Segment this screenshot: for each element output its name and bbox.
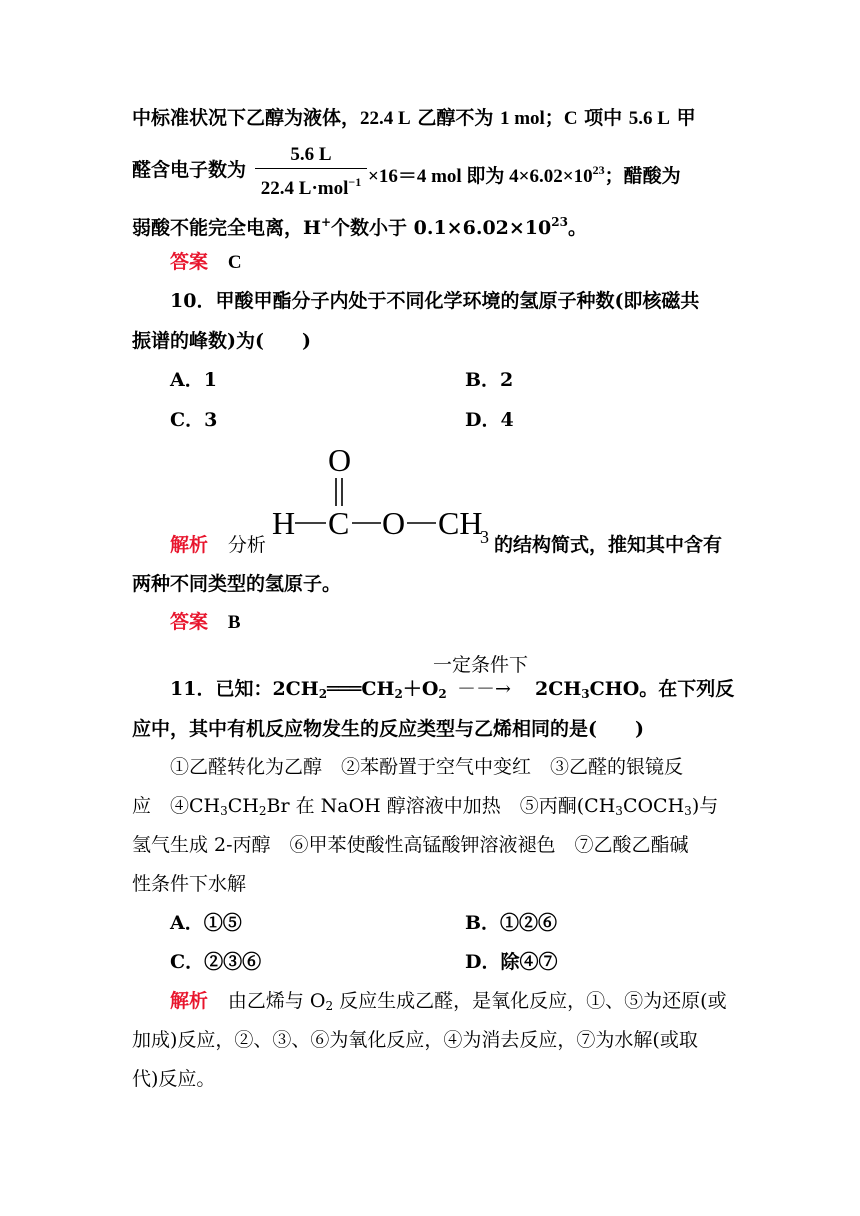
explanation-10-label-line: 解析 分析 [170, 534, 266, 556]
answer-label: 答案 [170, 251, 209, 273]
question-11-equation: 11．已知：$2CH_2═══CH_2+O_2$ [170, 678, 447, 701]
struct-sub-3: 3 [480, 527, 489, 547]
question-11-product: $2CH_3CHO$。在下列反 [535, 678, 735, 701]
question-10-stem-line-2: 振谱的峰数)为( ) [132, 330, 311, 352]
struct-ch: CH [438, 505, 483, 541]
struct-oxygen: O [382, 505, 406, 541]
answer-value: B [227, 612, 241, 633]
fraction-denominator: 22.4 L·mol$^{-1}$ [260, 175, 362, 199]
explanation-10-line-2: 两种不同类型的氢原子。 [132, 573, 342, 595]
option-a: A．①⑤ [170, 912, 242, 934]
answer-line-1 [170, 249, 242, 276]
struct-oxygen-top: O [328, 442, 352, 478]
struct-carbon: C [328, 505, 350, 541]
explanation-10-tail: 的结构简式，推知其中含有 [494, 534, 723, 556]
question-11-items-line-3: 氢气生成 2-丙醇 ⑥甲苯使酸性高锰酸钾溶液褪色 ⑦乙酸乙酯碱 [132, 834, 689, 856]
option-c: C．②③⑥ [170, 951, 262, 973]
explanation-label: 解析 [170, 990, 209, 1012]
fraction-numerator: 5.6 L [290, 144, 332, 165]
question-11-items-line-4: 性条件下水解 [132, 873, 247, 895]
reaction-condition: 一定条件下 [433, 654, 529, 676]
explanation-line-2-rest: ×16＝4 mol 即为 $4\times 6.02\times 10^{23}$；醋酸为 [368, 163, 681, 187]
answer-value: C [227, 252, 242, 273]
explanation-11-line-1: 解析 由乙烯与 $O_2$ 反应生成乙醛，是氧化反应，①、⑤为还原(或 [170, 990, 727, 1013]
option-a: A．1 [170, 369, 217, 391]
reaction-arrow: －－→ [457, 678, 511, 700]
fraction-bar [255, 168, 367, 169]
question-11-items-line-1: ①乙醛转化为乙醇 ②苯酚置于空气中变红 ③乙醛的银镜反 [170, 756, 684, 778]
fraction [255, 144, 367, 200]
explanation-label: 解析 [170, 534, 209, 556]
option-c: C．3 [170, 409, 218, 431]
methyl-formate-structure [268, 440, 493, 560]
explanation-11-line-2: 加成)反应，②、③、⑥为氧化反应，④为消去反应，⑦为水解(或取 [132, 1029, 698, 1051]
option-d: D．4 [465, 409, 514, 431]
question-10-stem-line-1: 10．甲酸甲酯分子内处于不同化学环境的氢原子种数(即核磁共 [170, 290, 700, 312]
struct-hydrogen: H [272, 505, 296, 541]
explanation-11-line-3: 代)反应。 [132, 1068, 216, 1090]
explanation-line-2-prefix: 醛含电子数为 [132, 159, 247, 181]
answer-label: 答案 [170, 611, 209, 633]
option-d: D．除④⑦ [465, 951, 558, 973]
explanation-line-3: 弱酸不能完全电离，H+个数小于 $0.1\times 6.02\times 10^{23}$。 [132, 215, 587, 239]
question-11-items-line-2: 应 $④CH_3CH_2Br$ 在 NaOH 醇溶液中加热 ⑤丙酮$(CH_3COCH_3)$与 [132, 795, 719, 818]
answer-line-2 [170, 609, 241, 636]
explanation-line-1: 中标准状况下乙醇为液体，22.4 L 乙醇不为 1 mol；C 项中 5.6 L 甲 [132, 107, 696, 129]
option-b: B．①②⑥ [465, 912, 558, 934]
question-11-stem-line-2: 应中，其中有机反应物发生的反应类型与乙烯相同的是( ) [132, 718, 644, 740]
option-b: B．2 [465, 369, 514, 391]
